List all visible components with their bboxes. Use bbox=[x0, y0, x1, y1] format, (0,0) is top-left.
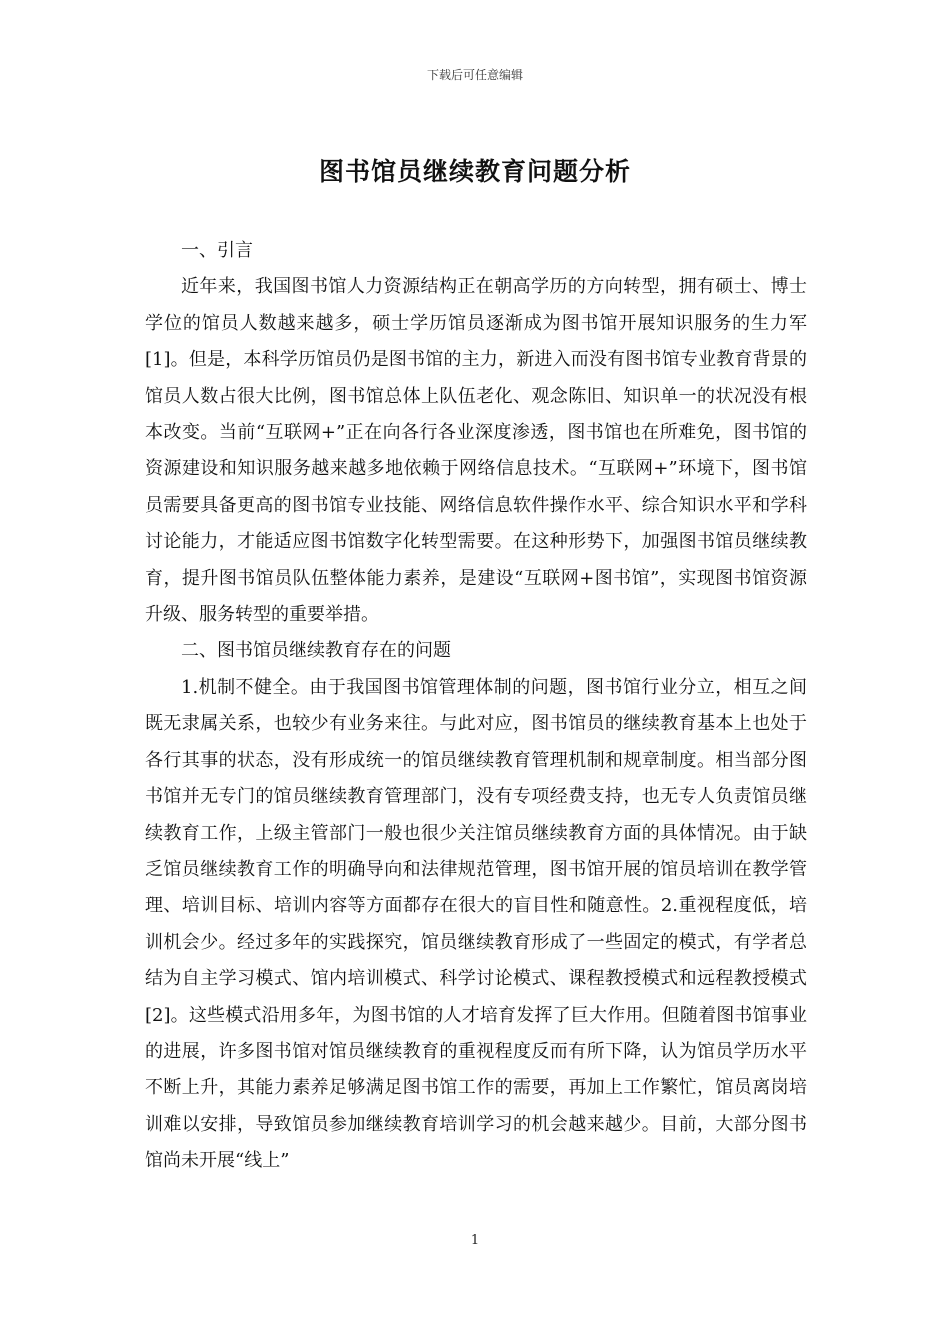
page-number: 1 bbox=[470, 1233, 480, 1248]
document-body bbox=[145, 233, 807, 1180]
section-heading-introduction: 一、引言 bbox=[181, 240, 253, 261]
paragraph-problems: 1.机制不健全。由于我国图书馆管理体制的问题，图书馆行业分立，相互之间既无隶属关系，也较少有业务来往。与此对应，图书馆员的继续教育基本上也处于各行其事的状态，没有形成统一的馆员继续教育管理机制和规章制度。相当部分图书馆并无专门的馆员继续教育管理部门，没有专项经费支持，也无专人负责馆员继续教育工作，上级主管部门一般也很少关注馆员继续教育方面的具体情况。由于缺乏馆员继续教育工作的明确导向和法律规范管理，图书馆开展的馆员培训在教学管理、培训目标、培训内容等方面都存在很大的盲目性和随意性。2.重视程度低，培训机会少。经过多年的实践探究，馆员继续教育形成了一些固定的模式，有学者总结为自主学习模式、馆内培训模式、科学讨论模式、课程教授模式和远程教授模式[2]。这些模式沿用多年，为图书馆的人才培育发挥了巨大作用。但随着图书馆事业的进展，许多图书馆对馆员继续教育的重视程度反而有所下降，认为馆员学历水平不断上升，其能力素养足够满足图书馆工作的需要，再加上工作繁忙，馆员离岗培训难以安排，导致馆员参加继续教育培训学习的机会越来越少。目前，大部分图书馆尚未开展“线上” bbox=[145, 676, 807, 1172]
paragraph-introduction: 近年来，我国图书馆人力资源结构正在朝高学历的方向转型，拥有硕士、博士学位的馆员人数越来越多，硕士学历馆员逐渐成为图书馆开展知识服务的生力军[1]。但是，本科学历馆员仍是图书馆的主力，新进入而没有图书馆专业教育背景的馆员人数占很大比例，图书馆总体上队伍老化、观念陈旧、知识单一的状况没有根本改变。当前“互联网+”正在向各行各业深度渗透，图书馆也在所难免，图书馆的资源建设和知识服务越来越多地依赖于网络信息技术。“互联网+”环境下，图书馆员需要具备更高的图书馆专业技能、网络信息软件操作水平、综合知识水平和学科讨论能力，才能适应图书馆数字化转型需要。在这种形势下，加强图书馆员继续教育，提升图书馆员队伍整体能力素养，是建设“互联网+图书馆”，实现图书馆资源升级、服务转型的重要举措。 bbox=[145, 276, 807, 626]
document-title: 图书馆员继续教育问题分析 bbox=[318, 157, 631, 186]
section-heading-problems: 二、图书馆员继续教育存在的问题 bbox=[181, 640, 451, 662]
header-note: 下载后可任意编辑 bbox=[426, 68, 523, 82]
